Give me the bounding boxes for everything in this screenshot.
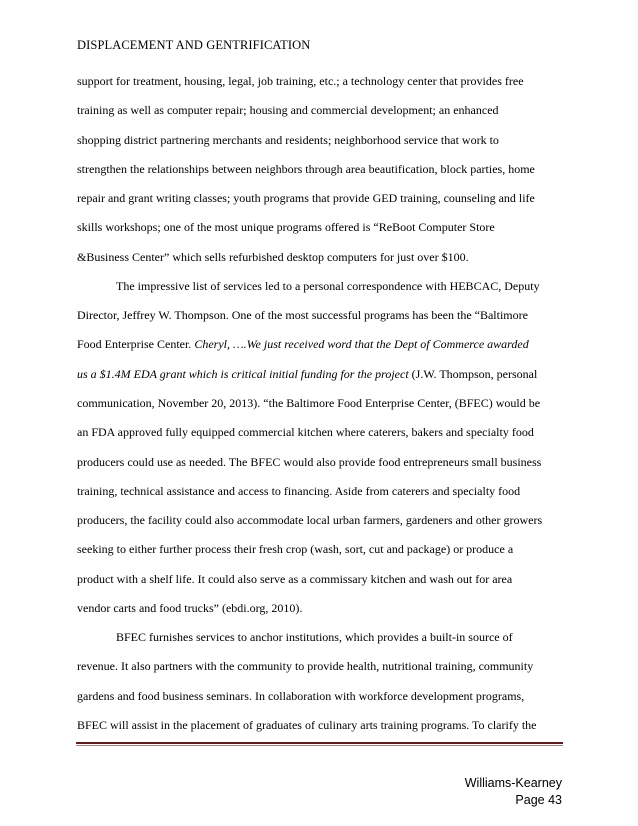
body-line: BFEC furnishes services to anchor institutions, which provides a built-in source of [116, 630, 513, 644]
body-line [77, 336, 529, 352]
quoted-email-text: Cheryl, ….We just received word that the Dept of Commerce awarded [194, 337, 529, 351]
body-line: producers could use as needed. The BFEC would also provide food entrepreneurs small business [77, 455, 542, 469]
body-line: training as well as computer repair; housing and commercial development; an enhanced [77, 103, 499, 117]
body-line: support for treatment, housing, legal, job training, etc.; a technology center that provides free [77, 74, 524, 88]
body-line: shopping district partnering merchants and residents; neighborhood service that work to [77, 133, 499, 147]
body-text-run: Food Enterprise Center. [77, 337, 195, 351]
body-line: vendor carts and food trucks” (ebdi.org, 2010). [77, 601, 303, 615]
body-line: product with a shelf life. It could also serve as a commissary kitchen and wash out for area [77, 572, 513, 586]
running-header: DISPLACEMENT AND GENTRIFICATION [77, 38, 311, 52]
quoted-email-text: us a $1.4M EDA grant which is critical initial funding for the project [77, 367, 409, 381]
body-line: revenue. It also partners with the community to provide health, nutritional training, community [77, 659, 534, 673]
body-line: an FDA approved fully equipped commercial kitchen where caterers, bakers and specialty food [77, 425, 534, 439]
body-line: &Business Center” which sells refurbished desktop computers for just over $100. [77, 250, 469, 264]
body-line: communication, November 20, 2013). “the Baltimore Food Enterprise Center, (BFEC) would be [77, 396, 541, 410]
body-line: skills workshops; one of the most unique programs offered is “ReBoot Computer Store [77, 220, 495, 234]
body-line: producers, the facility could also accommodate local urban farmers, gardeners and other growers [77, 513, 543, 527]
body-line: strengthen the relationships between neighbors through area beautification, block parties, home [77, 162, 535, 176]
body-line: BFEC will assist in the placement of graduates of culinary arts training programs. To clarify the [77, 718, 537, 732]
body-line: The impressive list of services led to a personal correspondence with HEBCAC, Deputy [116, 279, 540, 293]
body-line: gardens and food business seminars. In collaboration with workforce development programs, [77, 689, 525, 703]
body-line: training, technical assistance and access to financing. Aside from caterers and specialty food [77, 484, 521, 498]
body-line [77, 366, 537, 382]
footer-author: Williams-Kearney [464, 776, 562, 790]
body-line: repair and grant writing classes; youth programs that provide GED training, counseling and life [77, 191, 535, 205]
footer-rule [76, 742, 563, 744]
body-line: seeking to either further process their fresh crop (wash, sort, cut and package) or produce a [77, 542, 514, 556]
body-text-run: (J.W. Thompson, personal [408, 367, 538, 381]
footer-rule-shadow [76, 745, 563, 746]
body-line: Director, Jeffrey W. Thompson. One of the most successful programs has been the “Baltimore [77, 308, 528, 322]
footer-page-number: Page 43 [515, 793, 562, 807]
